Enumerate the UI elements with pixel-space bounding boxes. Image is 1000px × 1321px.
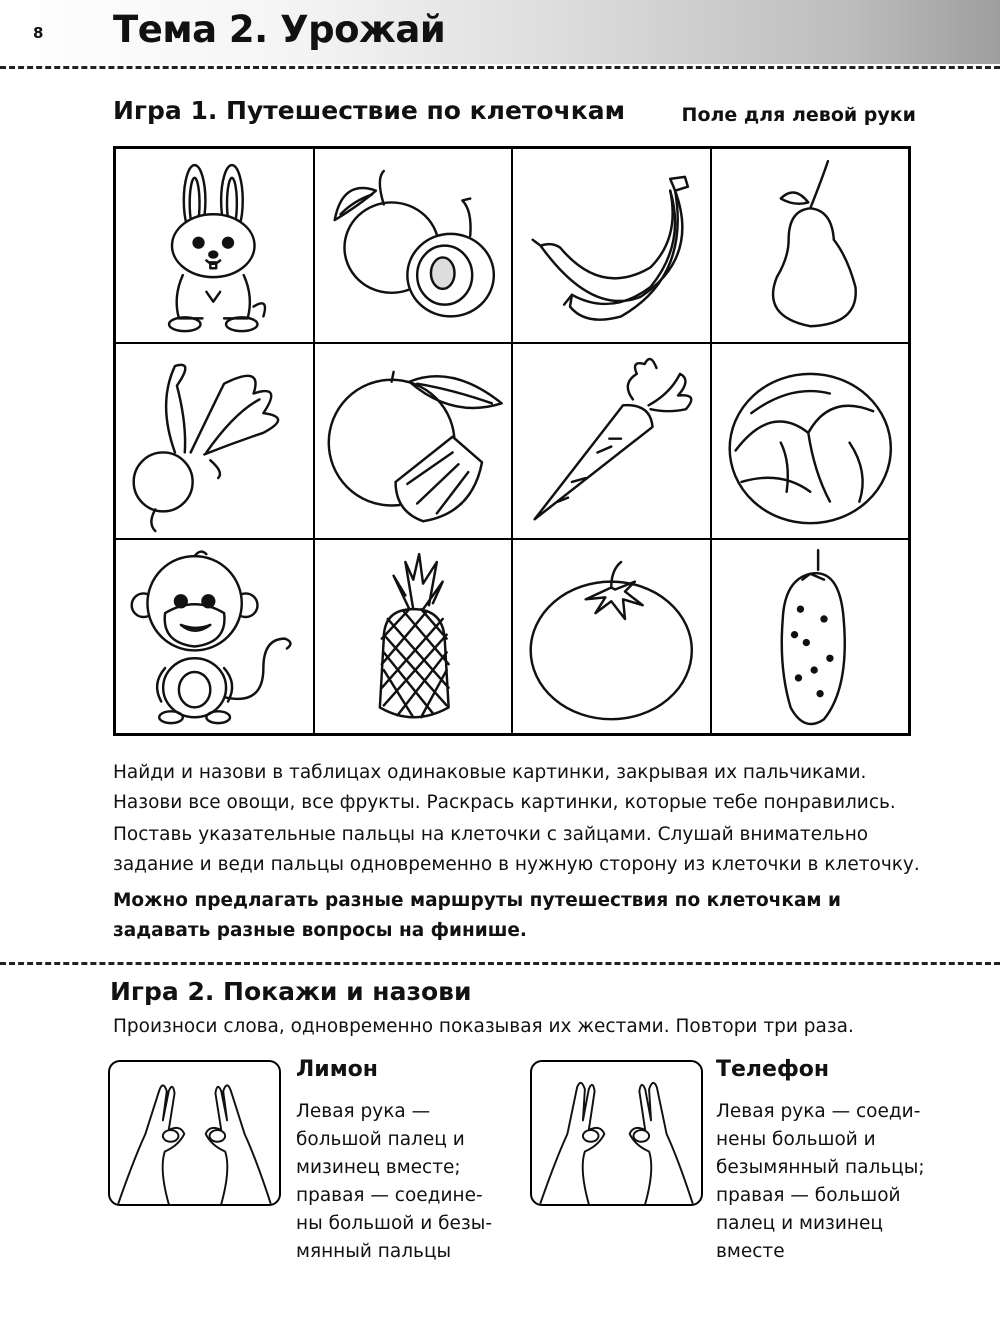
- instruction-paragraph-3: Можно предлагать разные маршруты путешествия по клеточкам и задавать разные вопросы на финише.: [113, 890, 841, 941]
- divider-middle: [0, 962, 1000, 965]
- grid-cell-cucumber[interactable]: [711, 539, 910, 734]
- game2-title: Игра 2. Покажи и назови: [110, 977, 472, 1006]
- carrot-icon: [513, 344, 710, 537]
- grid-cell-pear[interactable]: [711, 148, 910, 343]
- plums-icon: [315, 149, 512, 342]
- game1-title: Игра 1. Путешествие по клеточкам: [113, 96, 626, 125]
- grid-cell-bananas[interactable]: [512, 148, 711, 343]
- divider-top: [0, 66, 1000, 69]
- orange-icon: [315, 344, 512, 537]
- field-label: Поле для левой руки: [681, 104, 916, 126]
- instruction-paragraph-2: Поставь указательные пальцы на клеточки с зайцами. Слушай внимательно задание и веди пальцы одновременно в нужную сторону из клеточки в клеточку.: [113, 824, 920, 875]
- game2-intro: Произноси слова, одновременно показывая их жестами. Повтори три раза.: [113, 1016, 854, 1037]
- hands-gesture-icon: [110, 1062, 279, 1204]
- pineapple-icon: [315, 540, 512, 733]
- grid-cell-orange[interactable]: [314, 343, 513, 538]
- tomato-icon: [513, 540, 710, 733]
- word-lemon: Лимон: [296, 1057, 378, 1082]
- cabbage-icon: [712, 344, 909, 537]
- instruction-paragraph-1: Найди и назови в таблицах одинаковые картинки, закрывая их пальчиками. Назови все овощи, все фрукты. Раскрась картинки, которые тебе понравились.: [113, 762, 896, 813]
- grid-cell-plums[interactable]: [314, 148, 513, 343]
- word-telephone: Телефон: [716, 1057, 830, 1082]
- beet-icon: [116, 344, 313, 537]
- page-number: 8: [33, 24, 44, 42]
- grid-cell-pineapple[interactable]: [314, 539, 513, 734]
- grid-cell-tomato[interactable]: [512, 539, 711, 734]
- picture-grid: [113, 146, 911, 736]
- monkey-icon: [116, 540, 313, 733]
- cucumber-icon: [712, 540, 909, 733]
- grid-cell-cabbage[interactable]: [711, 343, 910, 538]
- grid-cell-rabbit[interactable]: [115, 148, 314, 343]
- grid-cell-carrot[interactable]: [512, 343, 711, 538]
- pear-icon: [712, 149, 909, 342]
- description-telephone: Левая рука — соеди- нены большой и безымянный пальцы; правая — большой палец и мизинец вместе: [716, 1101, 925, 1262]
- grid-cell-monkey[interactable]: [115, 539, 314, 734]
- gesture-image-telephone: [530, 1060, 703, 1206]
- description-lemon: Левая рука — большой палец и мизинец вместе; правая — соедине- ны большой и безы- мянный пальцы: [296, 1101, 493, 1262]
- page-title: Тема 2. Урожай: [113, 8, 446, 51]
- rabbit-icon: [116, 149, 313, 342]
- hands-gesture-icon: [532, 1062, 701, 1204]
- grid-cell-beet[interactable]: [115, 343, 314, 538]
- gesture-image-lemon: [108, 1060, 281, 1206]
- page-header: [0, 0, 1000, 64]
- bananas-icon: [513, 149, 710, 342]
